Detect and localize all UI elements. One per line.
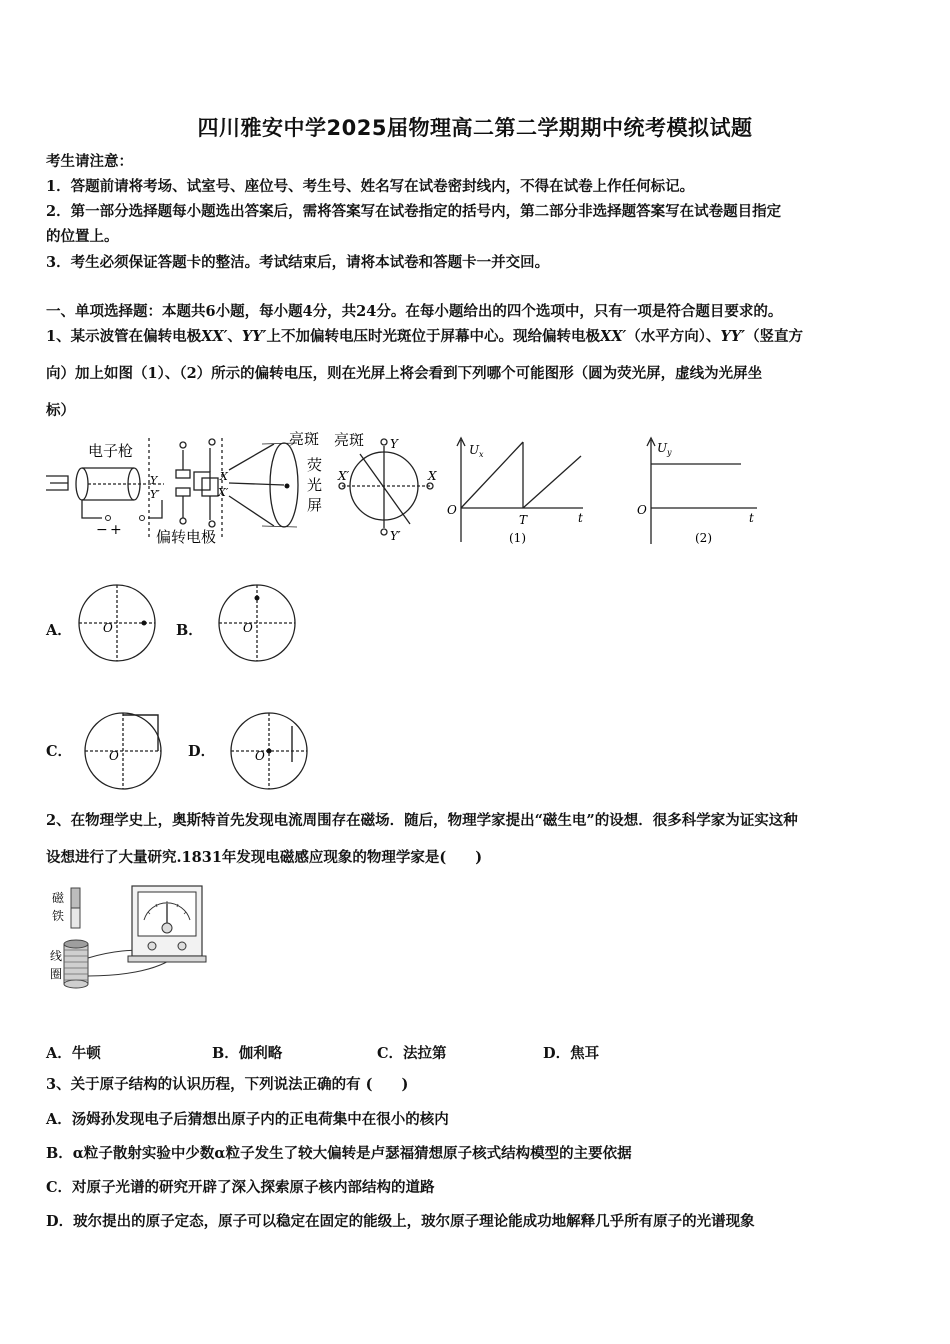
- q2-option-c[interactable]: [377, 1042, 447, 1063]
- q1-text-b: 上不加偏转电压时光斑位于屏幕中心。现给偏转电极: [266, 328, 600, 345]
- ux-graph: [443, 432, 593, 550]
- q1-option-c-figure[interactable]: [82, 710, 164, 792]
- label-x2-small: X′: [218, 486, 229, 499]
- q2-option-b-label: B．: [212, 1045, 239, 1062]
- q2-option-d[interactable]: [543, 1042, 599, 1063]
- ux-sub: x: [479, 450, 484, 459]
- label-y-small: Y: [150, 474, 158, 487]
- q1-option-d-figure[interactable]: [228, 710, 310, 792]
- ux-period: T: [519, 513, 528, 527]
- label-magnet-2: 铁: [52, 909, 65, 923]
- notice-heading: 考生请注意：: [46, 153, 133, 170]
- q1-xx-2: XX′: [599, 328, 627, 345]
- label-gun: 电子枪: [88, 442, 134, 460]
- label-y: Y: [390, 437, 398, 451]
- q2-option-a[interactable]: [46, 1042, 101, 1063]
- uy-graph: [635, 432, 765, 550]
- q3-option-d[interactable]: [46, 1212, 755, 1232]
- spot-dot: [285, 484, 290, 489]
- uy-sub: y: [667, 448, 672, 457]
- q2-option-a-text: 牛顿: [71, 1045, 101, 1062]
- q3-option-d-label: D．: [46, 1213, 74, 1230]
- q3-option-c-label: C．: [46, 1179, 73, 1196]
- label-magnet-1: 磁: [52, 891, 65, 905]
- label-screen-3: 屏: [307, 496, 323, 514]
- q1-stem-line1: [46, 327, 803, 347]
- q1-option-a-label[interactable]: A．: [46, 622, 72, 639]
- galvanometer-figure: [44, 880, 214, 992]
- coil-icon: [64, 940, 88, 988]
- q2-stem-line2: 设想进行了大量研究.1831年发现电磁感应现象的物理学家是( ): [46, 849, 483, 866]
- q3-option-b[interactable]: [46, 1144, 632, 1164]
- q2-option-d-text: 焦耳: [570, 1045, 600, 1062]
- label-x2: X′: [338, 469, 350, 483]
- label-electrodes: 偏转电极: [156, 528, 217, 546]
- option-c-origin: O: [109, 749, 119, 763]
- ux-t: t: [578, 511, 583, 525]
- option-b-origin: O: [243, 621, 253, 635]
- q1-stem-line3: 标）: [46, 402, 75, 419]
- section-heading: 一、单项选择题：本题共6小题，每小题4分，共24分。在每小题给出的四个选项中，只有一项是符合题目要求的。: [46, 303, 783, 320]
- label-coil-2: 圈: [50, 967, 63, 981]
- label-screen-2: 光: [307, 476, 323, 494]
- option-a-origin: O: [103, 621, 113, 635]
- label-screen-1: 荧: [307, 456, 323, 474]
- notice-item-2: 2．第一部分选择题每小题选出答案后，需将答案写在试卷指定的括号内，第二部分非选择题答案写在试卷题目指定: [46, 203, 782, 220]
- q3-stem: 3、关于原子结构的认识历程，下列说法正确的有 ( ): [46, 1076, 409, 1093]
- q3-option-d-text: 玻尔提出的原子定态，原子可以稳定在固定的能级上，玻尔原子理论能成功地解释几乎所有原子的光谱现象: [73, 1213, 755, 1230]
- q1-option-c-label[interactable]: C．: [46, 743, 73, 760]
- q1-yy-2: YY′: [720, 328, 746, 345]
- q2-stem-line1: 2、在物理学史上，奥斯特首先发现电流周围存在磁场．随后，物理学家提出“磁生电”的设想．很多科学家为证实这种: [46, 812, 798, 829]
- q1-stem-line2: 向）加上如图（1）、（2）所示的偏转电压，则在光屏上将会看到下列哪个可能图形（圆为荧光屏，虚线为光屏坐: [46, 365, 763, 382]
- label-y2-small: Y′: [150, 488, 160, 501]
- q1-option-b-label[interactable]: B．: [176, 622, 203, 639]
- q2-option-c-label: C．: [377, 1045, 404, 1062]
- label-spot-2: 亮斑: [334, 431, 365, 449]
- label-coil-1: 线: [50, 949, 63, 963]
- screen-axes-figure: [330, 428, 442, 546]
- q3-option-b-label: B．: [46, 1145, 73, 1162]
- uy-origin: O: [637, 503, 647, 517]
- caption-1: (1): [509, 531, 526, 545]
- q2-option-d-label: D．: [543, 1045, 571, 1062]
- q1-yy: YY′: [241, 328, 267, 345]
- label-plus: +: [110, 522, 122, 538]
- label-y2: Y′: [390, 529, 401, 543]
- q3-option-a[interactable]: [46, 1110, 449, 1130]
- notice-item-1: 1．答题前请将考场、试室号、座位号、考生号、姓名写在试卷密封线内，不得在试卷上作任何标记。: [46, 178, 695, 195]
- q3-option-a-label: A．: [46, 1111, 72, 1128]
- q1-text-c: （水平方向）、: [626, 328, 721, 345]
- q1-option-b-figure[interactable]: [216, 582, 298, 664]
- q3-option-a-text: 汤姆孙发现电子后猜想出原子内的正电荷集中在很小的核内: [71, 1111, 449, 1128]
- q1-text-d: （竖直方: [745, 328, 804, 345]
- option-d-origin: O: [255, 749, 265, 763]
- caption-2: (2): [695, 531, 712, 545]
- label-x: X: [428, 469, 437, 483]
- q2-option-a-label: A．: [46, 1045, 72, 1062]
- q3-option-c-text: 对原子光谱的研究开辟了深入探索原子核内部结构的道路: [72, 1179, 435, 1196]
- galvanometer-icon: [128, 886, 206, 962]
- ux-origin: O: [447, 503, 457, 517]
- q1-sep: 、: [227, 328, 242, 345]
- label-x-small: X: [220, 470, 228, 483]
- uy-t: t: [749, 511, 754, 525]
- q1-option-a-figure[interactable]: [76, 582, 158, 664]
- q2-option-b-text: 伽利略: [238, 1045, 283, 1062]
- q1-xx: XX′: [201, 328, 228, 345]
- label-spot-1: 亮斑: [289, 430, 320, 448]
- notice-item-2-cont: 的位置上。: [46, 228, 119, 245]
- uy-label: U: [657, 441, 668, 455]
- q3-option-b-text: α粒子散射实验中少数α粒子发生了较大偏转是卢瑟福猜想原子核式结构模型的主要依据: [72, 1145, 632, 1162]
- q3-option-c[interactable]: [46, 1178, 435, 1198]
- q1-text-a: 1、某示波管在偏转电极: [46, 328, 202, 345]
- q2-option-b[interactable]: [212, 1042, 282, 1063]
- q1-option-d-label[interactable]: D．: [188, 743, 216, 760]
- q2-option-c-text: 法拉第: [403, 1045, 447, 1062]
- page-title: 四川雅安中学2025届物理高二第二学期期中统考模拟试题: [197, 116, 753, 140]
- label-minus: −: [96, 522, 108, 538]
- notice-item-3: 3．考生必须保证答题卡的整洁。考试结束后，请将本试卷和答题卡一并交回。: [46, 254, 550, 271]
- ux-label: U: [469, 443, 480, 457]
